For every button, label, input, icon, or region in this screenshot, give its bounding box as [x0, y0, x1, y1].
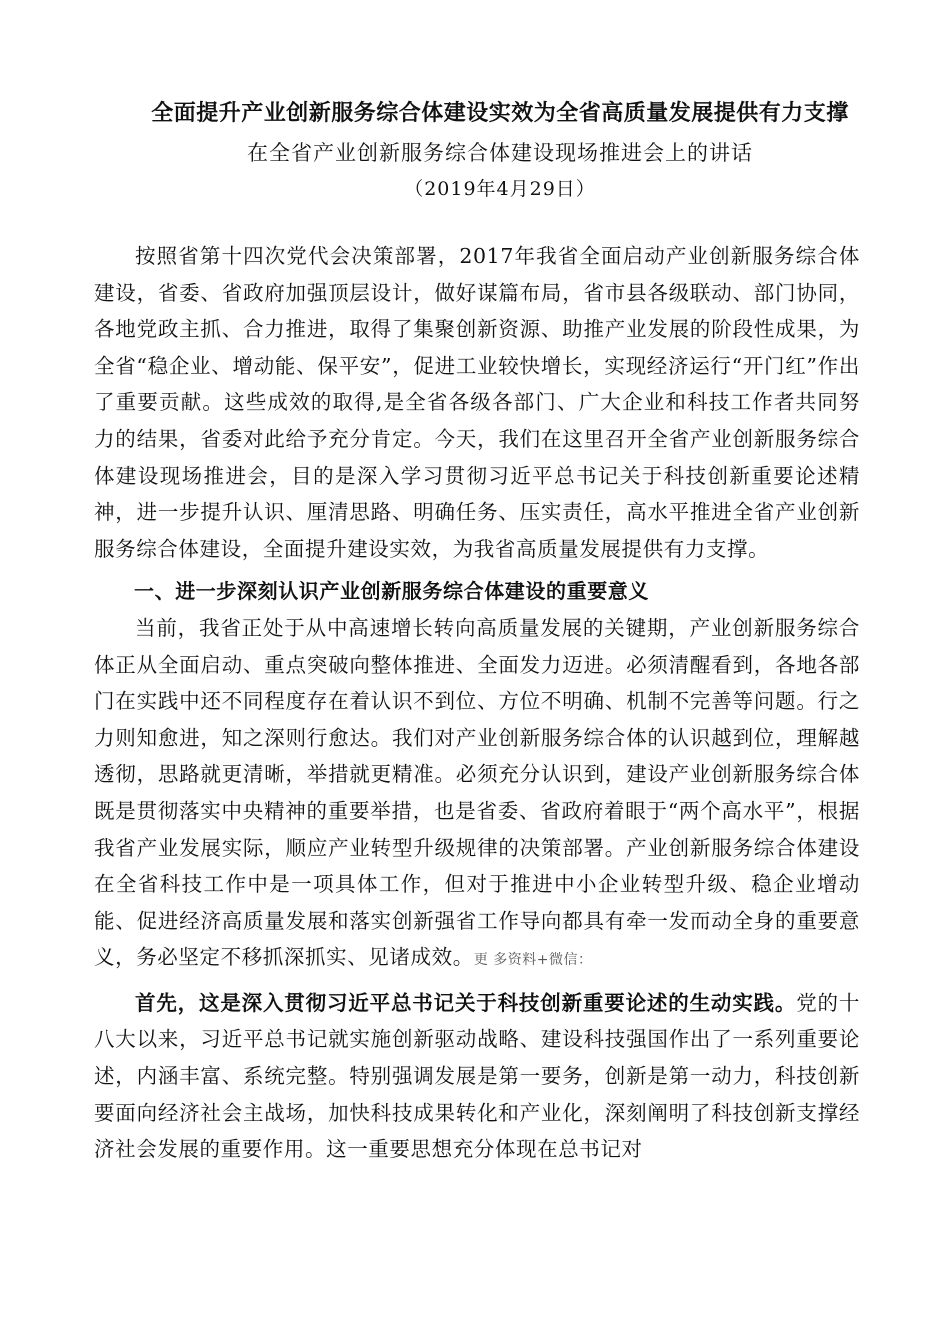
paragraph-significance [94, 610, 860, 979]
watermark-text: 更 多资料+微信： [473, 952, 593, 969]
section-heading-1: 一、进一步深刻认识产业创新服务综合体建设的重要意义 [134, 579, 649, 604]
document-subtitle: 在全省产业创新服务综合体建设现场推进会上的讲话 [247, 141, 753, 165]
document-body [94, 238, 860, 1168]
document-date: （2019年4月29日） [404, 178, 596, 200]
paragraph-intro: 按照省第十四次党代会决策部署，2017年我省全面启动产业创新服务综合体建设，省委、省政府加强顶层设计，做好谋篇布局，省市县各级联动、部门协同，各地党政主抓、合力推进，取得了集聚创新资源、助推产业发展的阶段性成果，为全省“稳企业、增动能、保平安”，促进工业较快增长，实现经济运行“开门红”作出了重要贡献。这些成效的取得,是全省各级各部门、广大企业和科技工作者共同努力的结果，省委对此给予充分肯定。今天，我们在这里召开全省产业创新服务综合体建设现场推进会，目的是深入学习贯彻习近平总书记关于科技创新重要论述精神，进一步提升认识、厘清思路、明确任务、压实责任，高水平推进全省产业创新服务综合体建设，全面提升建设实效，为我省高质量发展提供有力支撑。 [94, 244, 860, 561]
paragraph-significance-text: 当前，我省正处于从中高速增长转向高质量发展的关键期，产业创新服务综合体正从全面启动、重点突破向整体推进、全面发力迈进。必须清醒看到，各地各部门在实践中还不同程度存在着认识不到位、方位不明确、机制不完善等问题。行之力则知愈进，知之深则行愈达。我们对产业创新服务综合体的认识越到位，理解越透彻，思路就更清晰，举措就更精准。必须充分认识到，建设产业创新服务综合体既是贯彻落实中央精神的重要举措，也是省委、省政府着眼于“两个高水平”，根据我省产业发展实际，顺应产业转型升级规律的决策部署。产业创新服务综合体建设在全省科技工作中是一项具体工作，但对于推进中小企业转型升级、稳企业增动能、促进经济高质量发展和落实创新强省工作导向都具有牵一发而动全身的重要意义，务必坚定不移抓深抓实、见诸成效。 [94, 615, 860, 970]
document-title: 全面提升产业创新服务综合体建设实效为全省高质量发展提供有力支撑 [151, 100, 849, 126]
paragraph-first-point-text: 党的十八大以来，习近平总书记就实施创新驱动战略、建设科技强国作出了一系列重要论述，内涵丰富、系统完整。特别强调发展是第一要务，创新是第一动力，科技创新要面向经济社会主战场，加快科技成果转化和产业化，深刻阐明了科技创新支撑经济社会发展的重要作用。这一重要思想充分体现在总书记对 [94, 990, 860, 1162]
paragraph-first-point-lead: 首先，这是深入贯彻习近平总书记关于科技创新重要论述的生动实践。 [135, 990, 797, 1015]
paragraph-first-point [94, 985, 860, 1168]
